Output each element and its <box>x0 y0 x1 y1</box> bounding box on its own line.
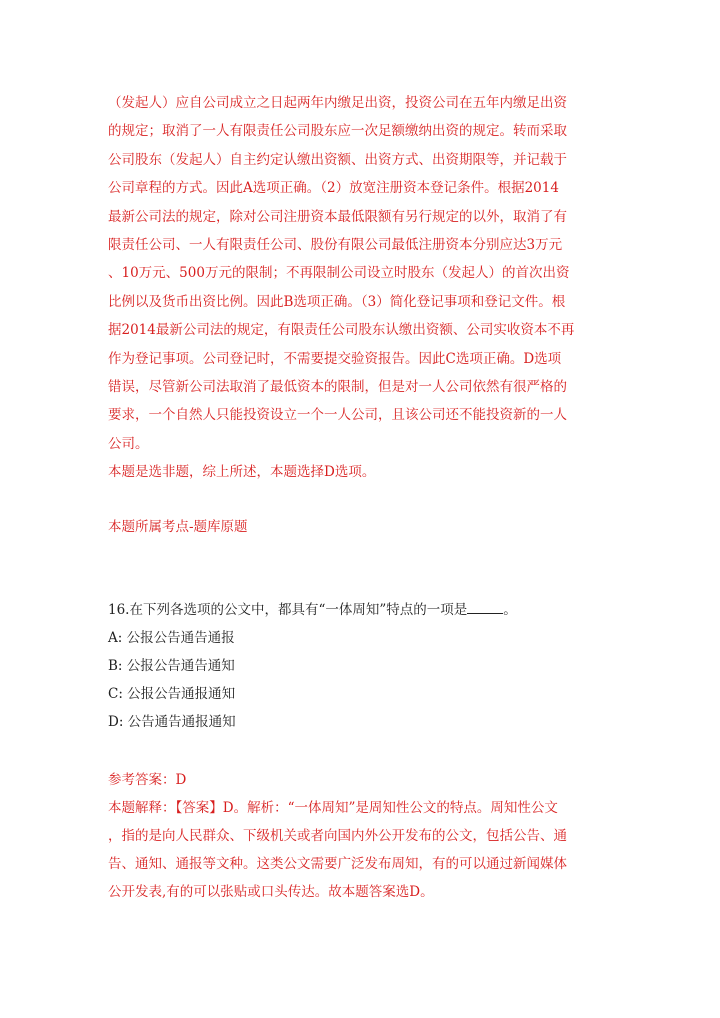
answer-block <box>108 766 623 906</box>
explanation-line: 作为登记事项。公司登记时，不需要提交验资报告。因此C选项正确。D选项 <box>108 350 562 367</box>
explanation-line: 据2014最新公司法的规定，有限责任公司股东认缴出资额、公司实收资本不再 <box>108 322 575 339</box>
explanation-text <box>108 89 613 487</box>
analysis-line: 公开发表,有的可以张贴或口头传达。故本题答案选D。 <box>108 884 434 900</box>
explanation-line: 的规定；取消了一人有限责任公司股东应一次足额缴纳出资的规定。转而采取 <box>108 123 567 140</box>
explanation-line: 公司股东（发起人）自主约定认缴出资额、出资方式、出资期限等，并记载于 <box>108 151 567 168</box>
topic-tag: 本题所属考点-题库原题 <box>108 519 248 535</box>
explanation-line: 最新公司法的规定，除对公司注册资本最低限额有另行规定的以外，取消了有 <box>108 208 567 225</box>
question-stem <box>108 596 613 624</box>
explanation-line: （发起人）应自公司成立之日起两年内缴足出资，投资公司在五年内缴足出资 <box>108 95 567 111</box>
option-b: B: 公报公告通告通知 <box>108 658 235 674</box>
analysis-line: ，指的是向人民群众、下级机关或者向国内外公开发布的公文，包括公告、通 <box>108 828 567 844</box>
explanation-line: 比例以及货币出资比例。因此B选项正确。（3）简化登记事项和登记文件。根 <box>108 293 566 310</box>
question-block <box>108 596 613 736</box>
option-d: D: 公告通告通报通知 <box>108 714 236 730</box>
explanation-line: 要求，一个自然人只能投资设立一个一人公司，且该公司还不能投资新的一人 <box>108 407 567 424</box>
question-stem-text: 16.在下列各选项的公文中，都具有“一体周知”特点的一项是 <box>108 602 468 618</box>
reference-answer: 参考答案：D <box>108 772 187 788</box>
explanation-line: 公司章程的方式。因此A选项正确。（2）放宽注册资本登记条件。根据2014 <box>108 180 559 197</box>
explanation-conclusion: 本题是选非题，综上所述，本题选择D选项。 <box>108 464 376 481</box>
question-stem-end: 。 <box>503 602 517 618</box>
option-a: A: 公报公告通告通报 <box>108 630 235 646</box>
answer-blank <box>467 601 503 614</box>
explanation-line: 错误，尽管新公司法取消了最低资本的限制，但是对一人公司依然有很严格的 <box>108 379 567 396</box>
explanation-line: 、10万元、500万元的限制；不再限制公司设立时股东（发起人）的首次出资 <box>108 265 570 282</box>
option-c: C: 公报公告通报通知 <box>108 686 236 702</box>
analysis-line: 告、通知、通报等文种。这类公文需要广泛发布周知，有的可以通过新闻媒体 <box>108 856 567 872</box>
analysis-line: 本题解释：【答案】D。解析：“一体周知”是周知性公文的特点。周知性公文 <box>108 800 558 816</box>
explanation-line: 限责任公司、一人有限责任公司、股份有限公司最低注册资本分别应达3万元 <box>108 237 563 254</box>
explanation-line: 公司。 <box>108 435 149 452</box>
